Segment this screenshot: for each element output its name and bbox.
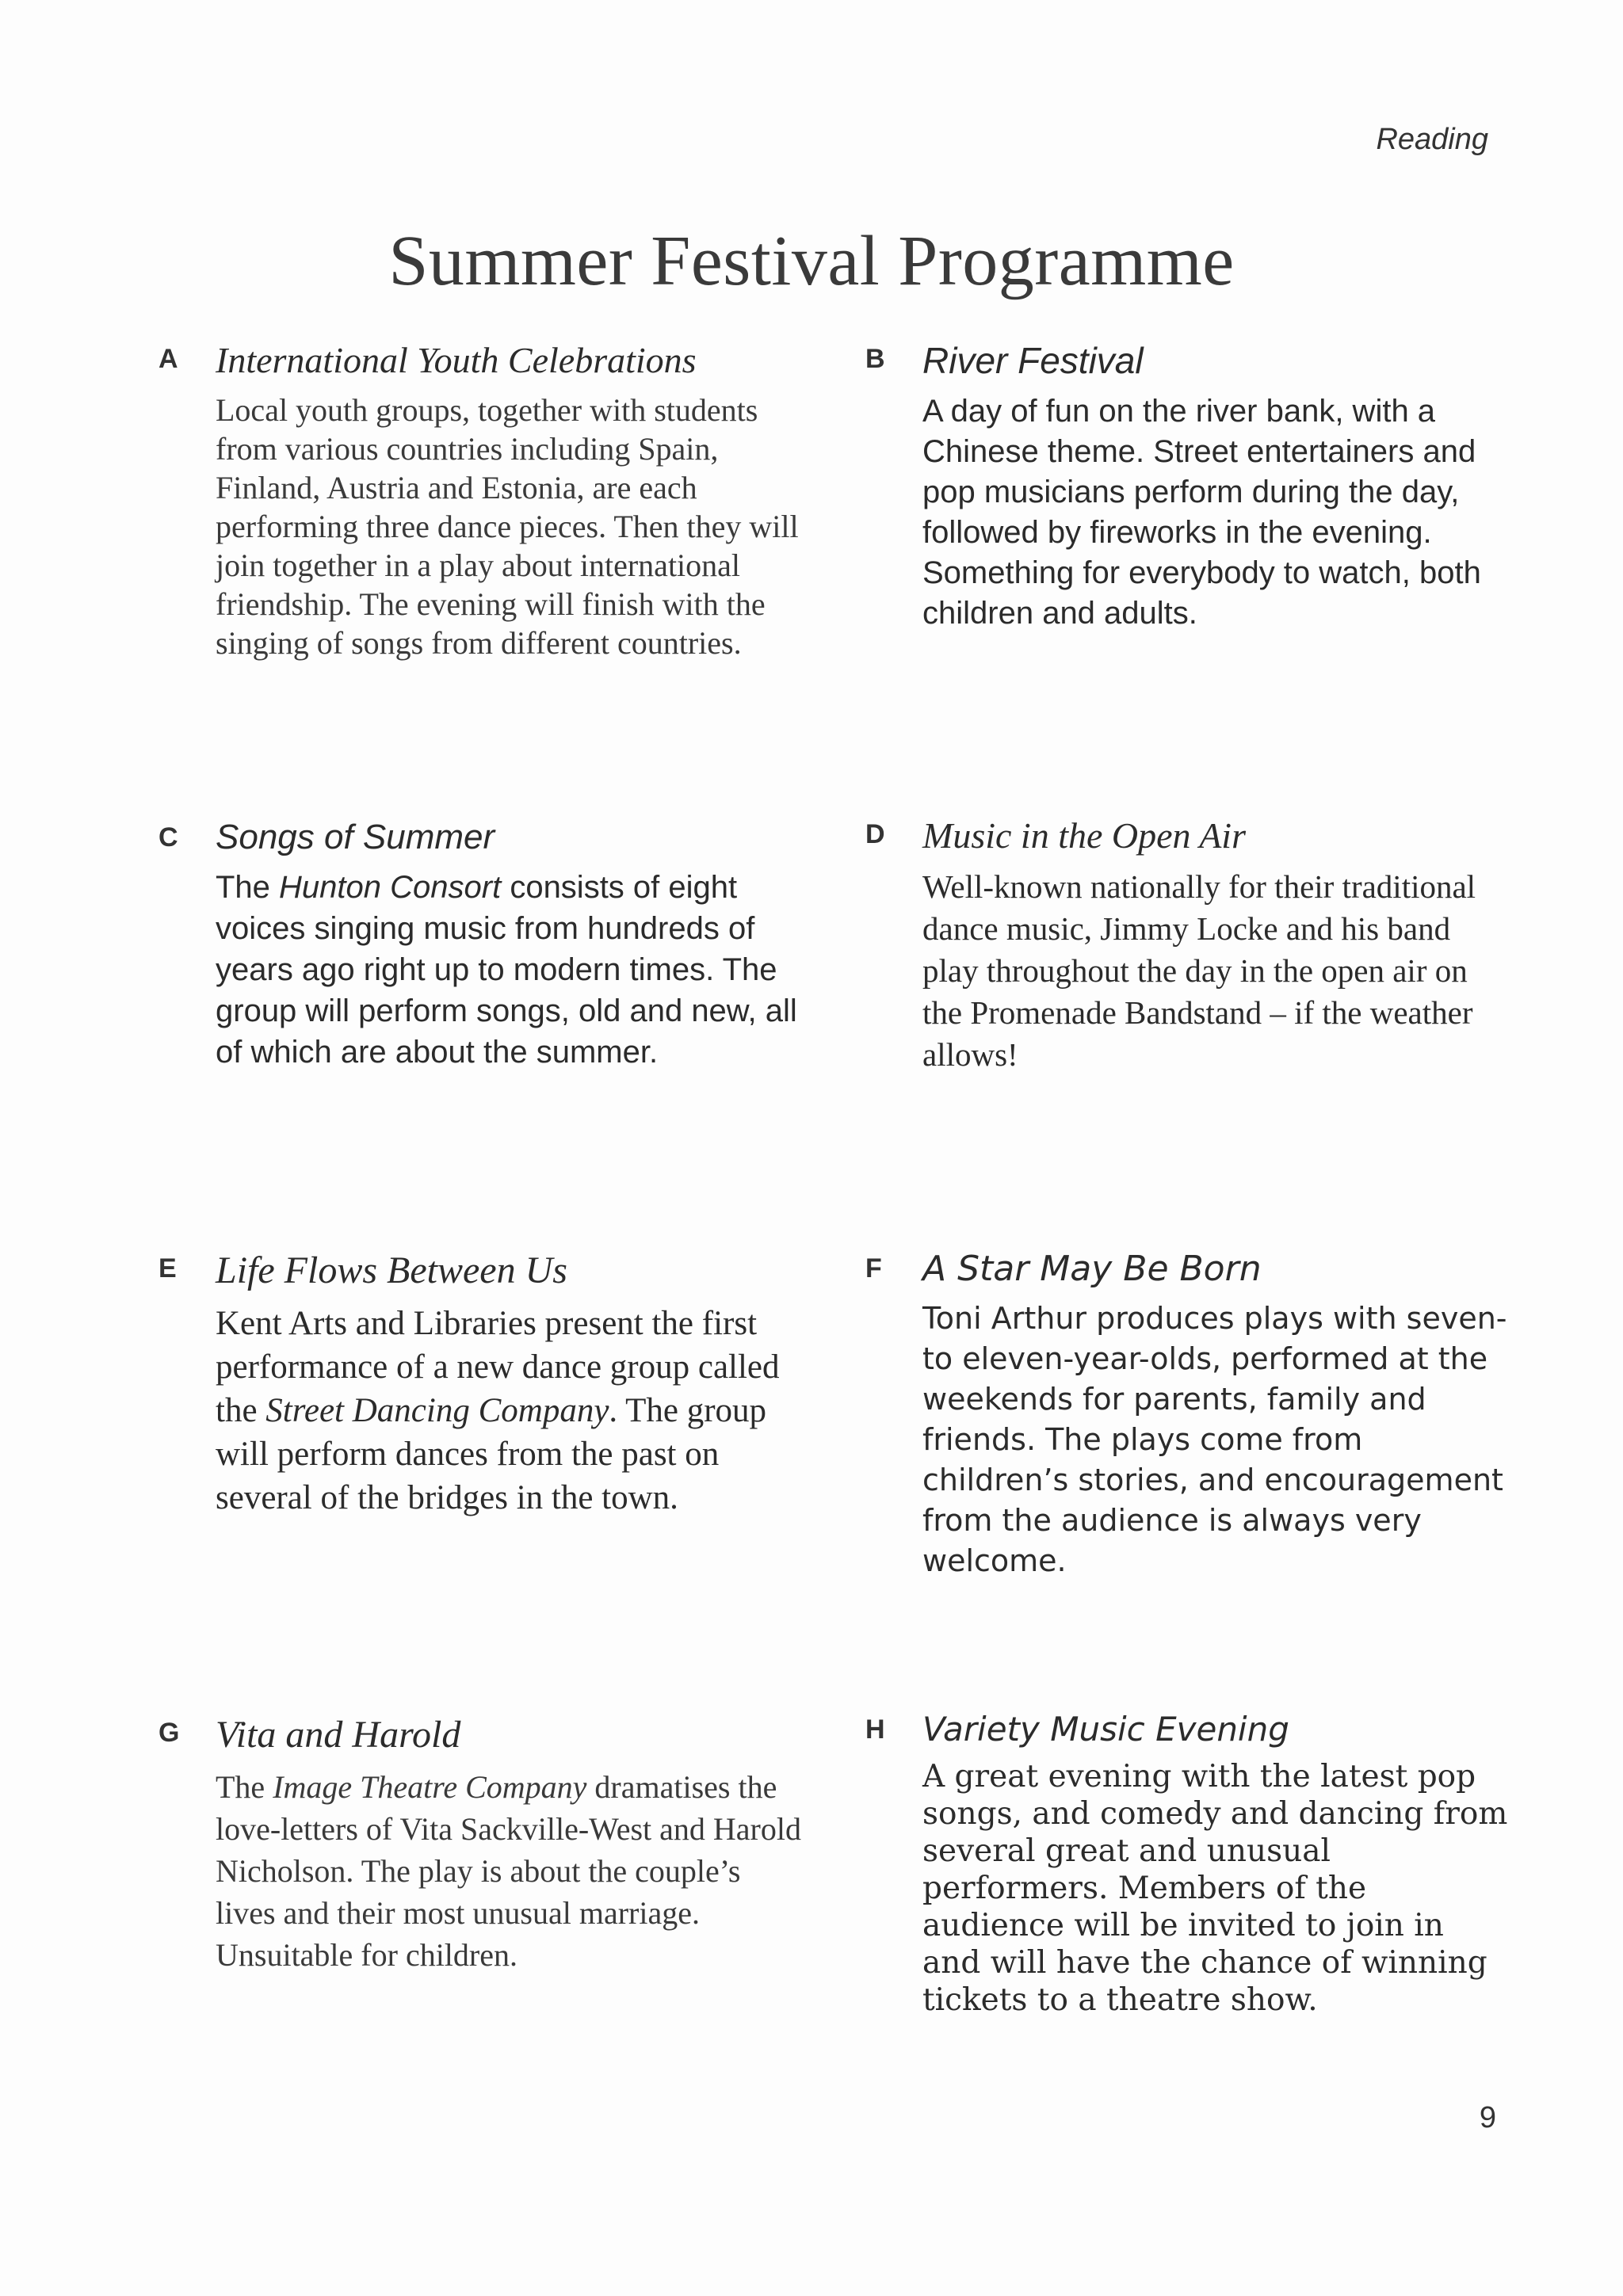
item-description: Local youth groups, together with students from various countries including Spain, Finland, Austria and Estonia, are each performing three dance pieces. Then they will join together in a play about international friendship. The evening will finish with the singing of songs from different countries.: [216, 392, 799, 661]
item-title: Songs of Summer: [216, 818, 495, 856]
programme-item-c: [158, 818, 802, 1073]
programme-item-h: [865, 1710, 1509, 2019]
group-name: Hunton Consort: [279, 870, 502, 905]
programme-item-d: [865, 814, 1509, 1076]
page-number: 9: [1479, 2101, 1496, 2134]
programme-item-f: [865, 1249, 1509, 1581]
group-name: Street Dancing Company: [265, 1392, 609, 1429]
programme-item-b: [865, 339, 1509, 634]
item-letter: A: [158, 344, 178, 374]
item-letter: D: [865, 819, 885, 849]
item-description: A great evening with the latest pop songs, and comedy and dancing from several great and unusual performers. Members of the audience will be invited to join in and will have the chance of winning tickets to a theatre show.: [922, 1759, 1508, 2018]
programme-item-a: [158, 339, 802, 662]
item-title: Music in the Open Air: [922, 815, 1246, 856]
item-description-text: Kent Arts and Libraries present the first performance of a new dance group called the: [216, 1305, 780, 1429]
item-letter: H: [865, 1714, 885, 1745]
item-description-text: consists of eight voices singing music from hundreds of years ago right up to modern times. The group will perform songs, old and new, all of which are about the summer.: [216, 870, 797, 1070]
item-title: A Star May Be Born: [922, 1249, 1262, 1289]
item-description-text: . The group will perform dances from the past on several of the bridges in the town.: [216, 1392, 767, 1516]
item-description: [216, 867, 802, 1073]
item-letter: F: [865, 1253, 882, 1283]
item-description-text: The: [216, 1769, 273, 1805]
item-description-text: The: [216, 870, 280, 905]
item-description: Well-known nationally for their traditional dance music, Jimmy Locke and his band play throughout the day in the open air on the Promenade Bandstand – if the weather allows!: [922, 868, 1476, 1073]
item-letter: C: [158, 822, 178, 852]
group-name: Image Theatre Company: [273, 1769, 587, 1805]
item-title: Variety Music Evening: [922, 1710, 1289, 1749]
item-title: International Youth Celebrations: [216, 340, 697, 380]
item-title: River Festival: [922, 340, 1144, 381]
item-title: Life Flows Between Us: [216, 1249, 567, 1291]
item-letter: G: [158, 1718, 180, 1748]
item-description: [216, 1766, 802, 1976]
item-letter: B: [865, 344, 885, 374]
page-title: Summer Festival Programme: [388, 222, 1235, 300]
programme-item-e: [158, 1249, 786, 1520]
item-description: Toni Arthur produces plays with seven- to eleven-year-olds, performed at the weekends for parents, family and friends. The plays come from children’s stories, and encouragement from the audience is always very welcome.: [922, 1301, 1507, 1578]
item-letter: E: [158, 1253, 177, 1283]
item-title: Vita and Harold: [216, 1714, 461, 1756]
section-label: Reading: [1376, 123, 1488, 156]
programme-item-g: [158, 1713, 802, 1976]
item-description-text: dramatises the love-letters of Vita Sackville-West and Harold Nicholson. The play is about the couple’s lives and their most unusual marriage. Unsuitable for children.: [216, 1769, 801, 1973]
item-description: [216, 1302, 786, 1520]
item-description: A day of fun on the river bank, with a Chinese theme. Street entertainers and pop musicians perform during the day, followed by fireworks in the evening. Something for everybody to watch, both children and adults.: [922, 394, 1481, 631]
